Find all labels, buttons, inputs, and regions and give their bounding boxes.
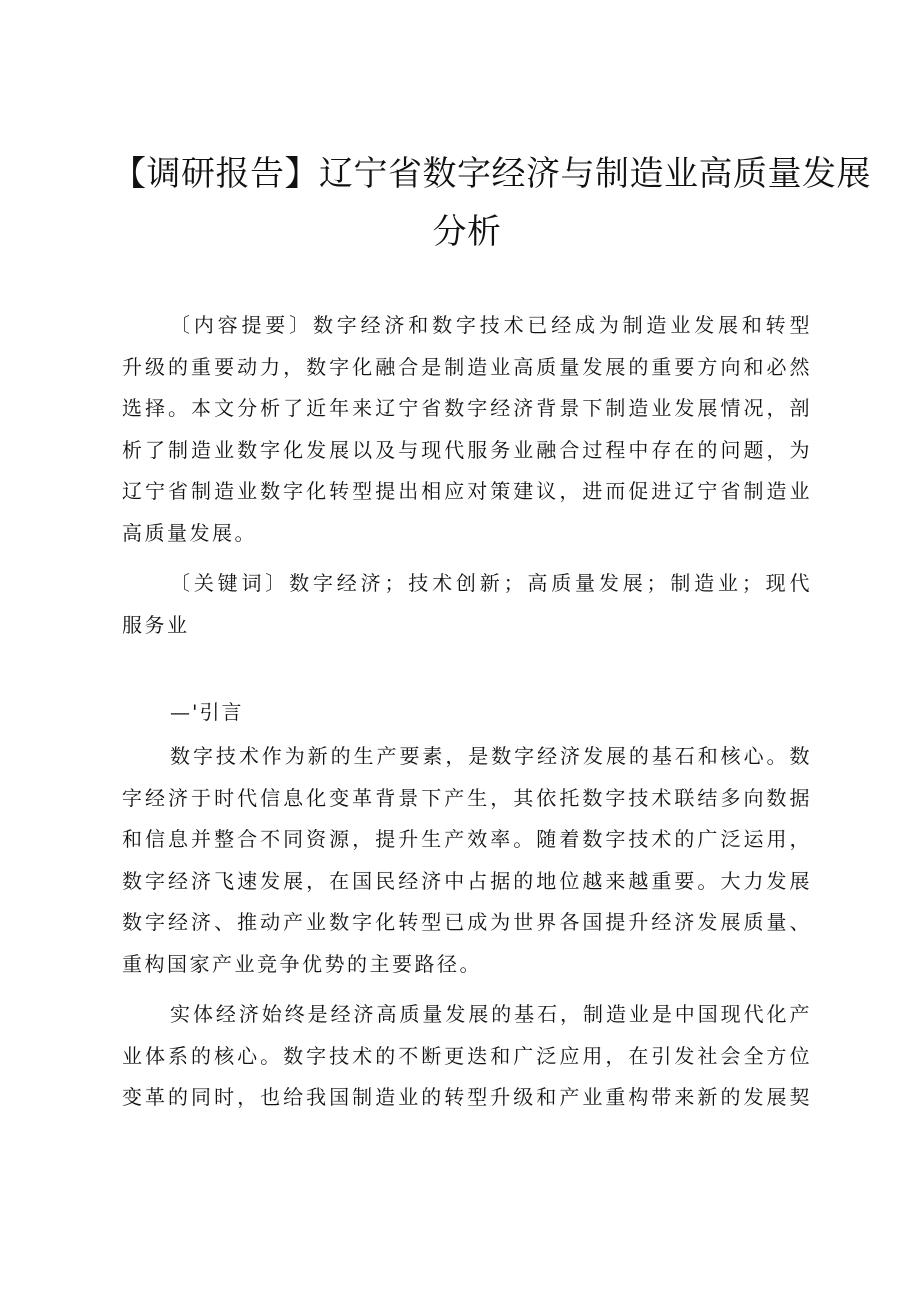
keywords-line: 〔关键词〕数字经济；技术创新；高质量发展；制造业；现代	[170, 571, 812, 595]
body-line: 数字经济飞速发展，在国民经济中占据的地位越来越重要。大力发展	[122, 868, 812, 893]
abstract-line: 升级的重要动力，数字化融合是制造业高质量发展的重要方向和必然	[122, 354, 812, 379]
abstract-line: 选择。本文分析了近年来辽宁省数字经济背景下制造业发展情况，剖	[122, 396, 812, 420]
title-line-2: 分析	[432, 212, 502, 252]
keywords-paragraph	[122, 563, 812, 646]
abstract-line: 析了制造业数字化发展以及与现代服务业融合过程中存在的问题，为	[122, 437, 812, 462]
abstract-paragraph	[122, 305, 812, 554]
body-line: 数字技术作为新的生产要素，是数字经济发展的基石和核心。数	[170, 744, 812, 768]
body-line: 数字经济、推动产业数字化转型已成为世界各国提升经济发展质量、	[122, 910, 812, 934]
keywords-line: 服务业	[122, 612, 190, 637]
intro-paragraph-1	[122, 736, 812, 985]
body-line: 和信息并整合不同资源，提升生产效率。随着数字技术的广泛运用，	[122, 827, 812, 851]
title-line-1: 【调研报告】辽宁省数字经济与制造业高质量发展	[112, 154, 871, 194]
section-heading: —'引言	[170, 700, 244, 724]
document-title	[112, 145, 871, 261]
body-line: 字经济于时代信息化变革背景下产生，其依托数字技术联结多向数据	[122, 785, 812, 810]
intro-paragraph-2	[122, 994, 812, 1119]
body-line: 重构国家产业竞争优势的主要路径。	[122, 951, 482, 976]
abstract-line: 〔内容提要〕数字经济和数字技术已经成为制造业发展和转型	[170, 313, 812, 337]
abstract-line: 高质量发展。	[122, 520, 257, 545]
body-line: 变革的同时，也给我国制造业的转型升级和产业重构带来新的发展契	[122, 1085, 812, 1109]
abstract-line: 辽宁省制造业数字化转型提出相应对策建议，进而促进辽宁省制造业	[122, 479, 812, 503]
body-line: 业体系的核心。数字技术的不断更迭和广泛应用，在引发社会全方位	[122, 1043, 812, 1068]
body-line: 实体经济始终是经济高质量发展的基石，制造业是中国现代化产	[170, 1002, 812, 1026]
